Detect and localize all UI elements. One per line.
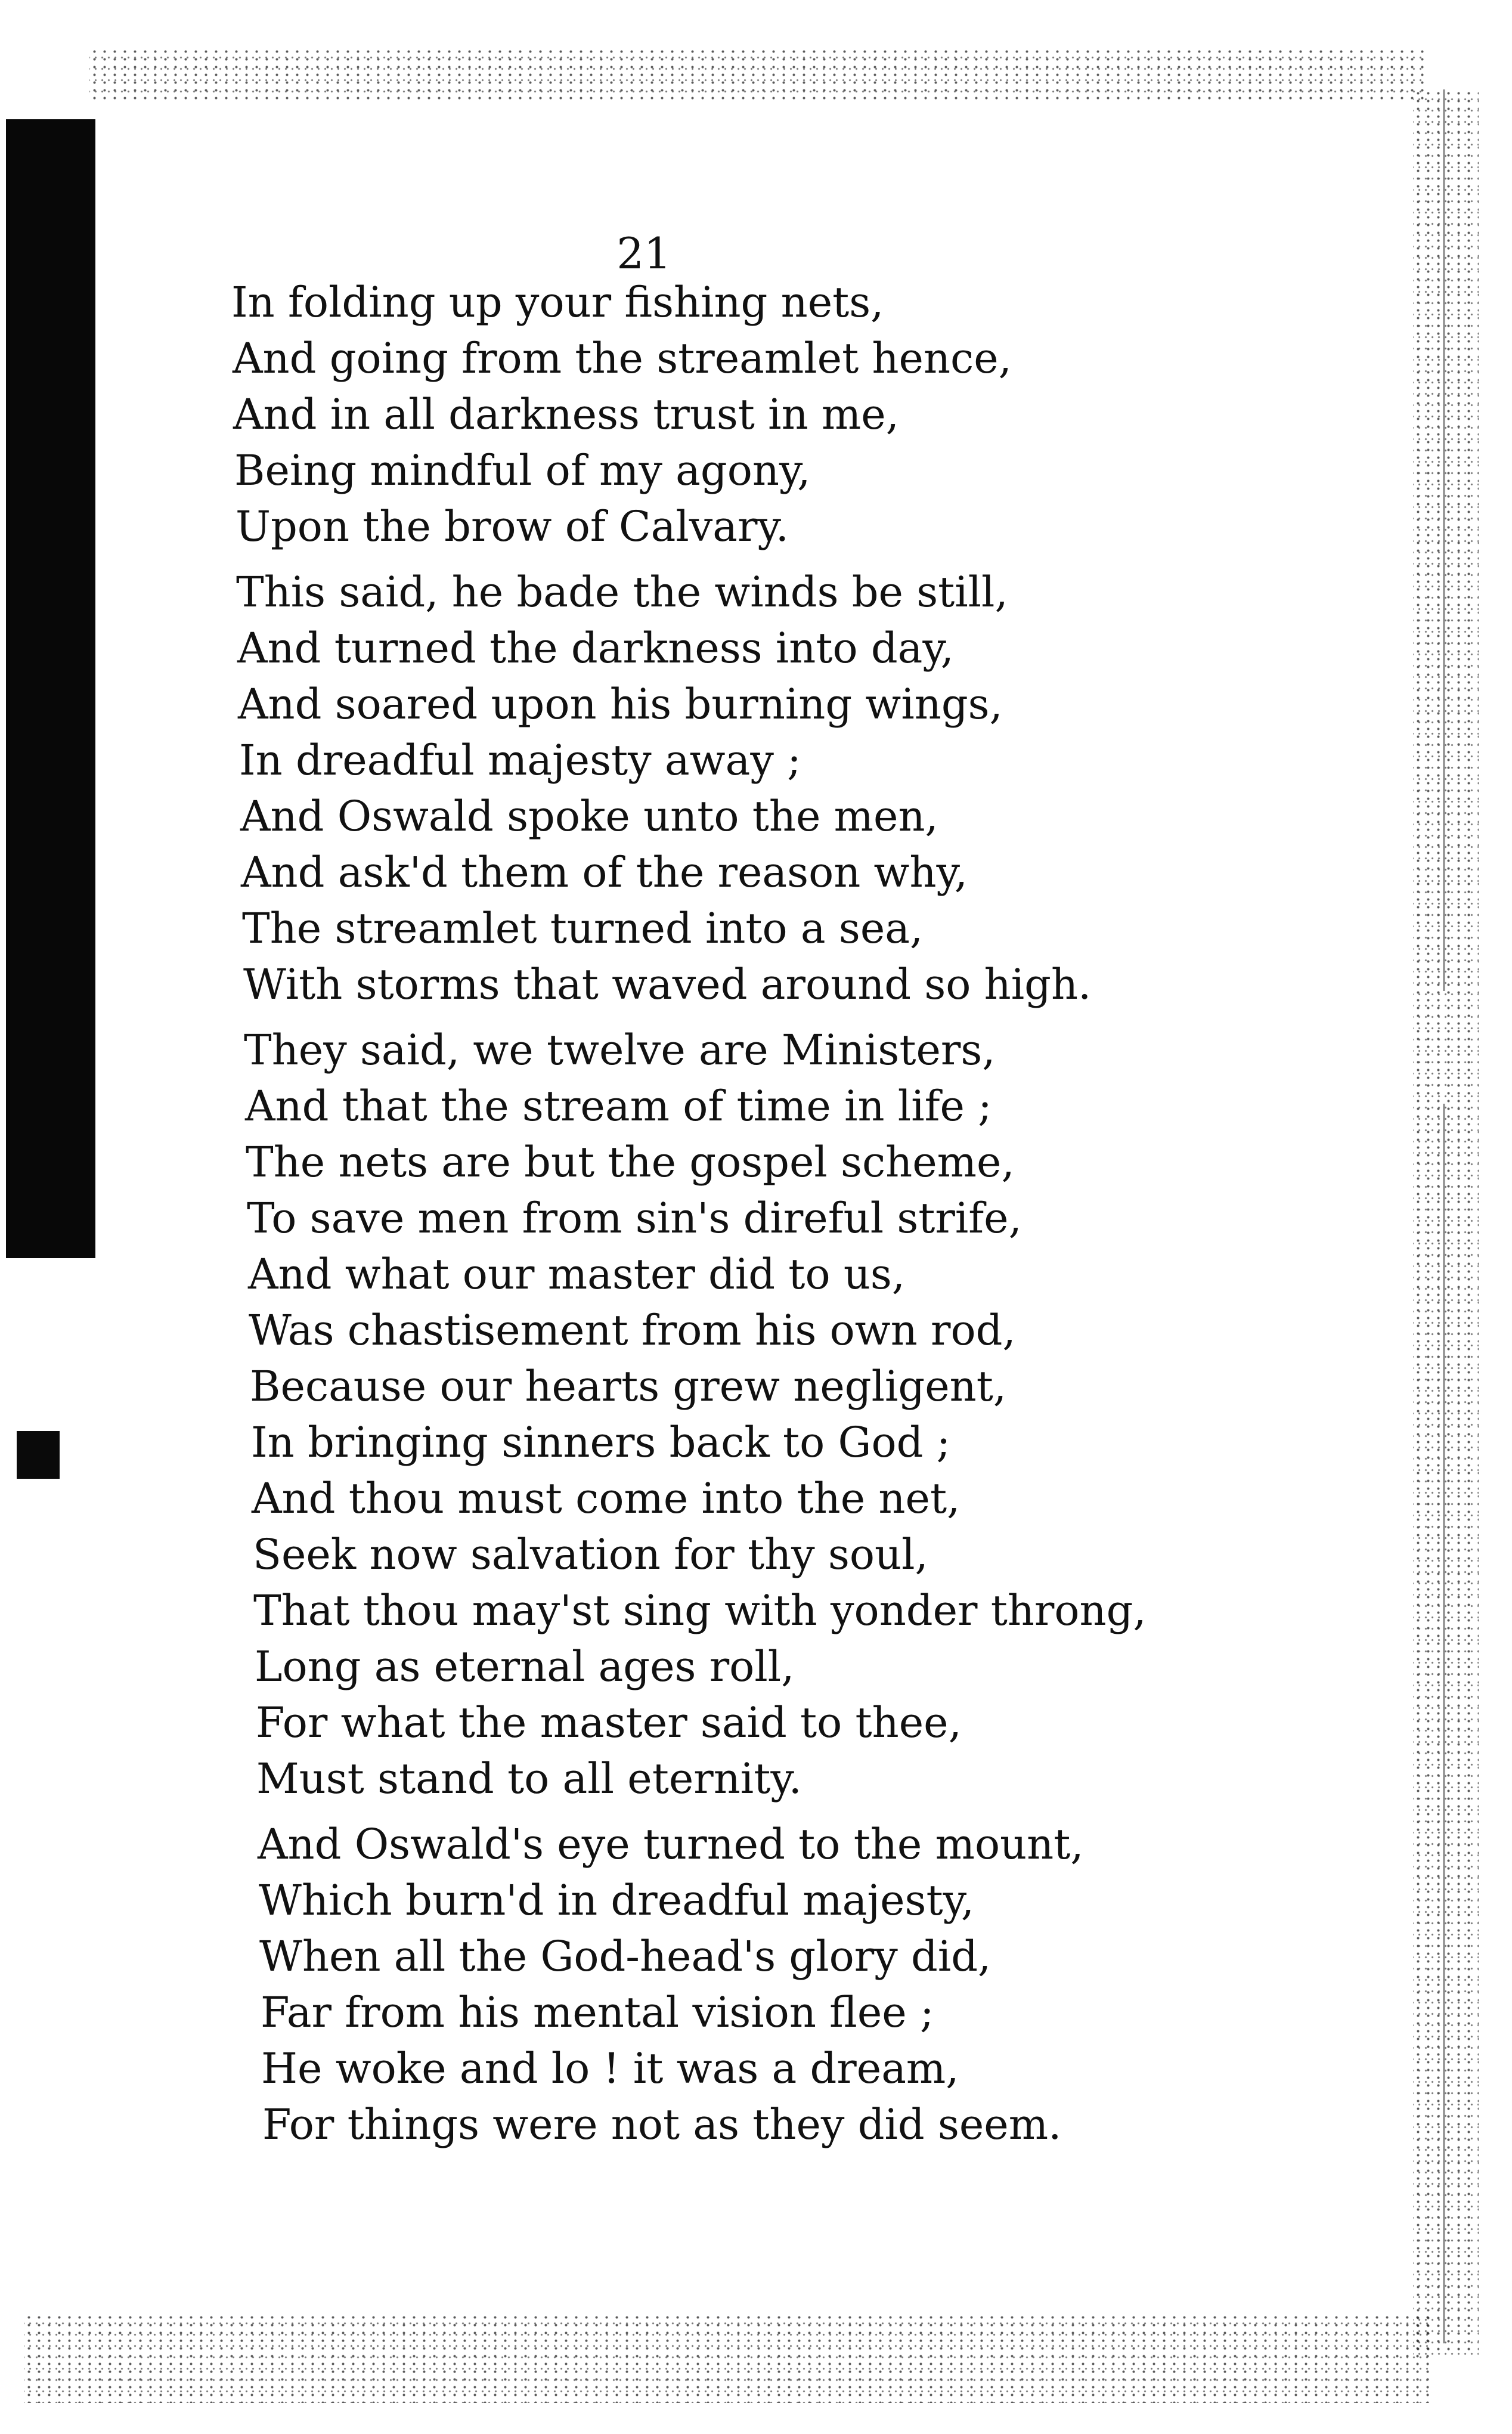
poem-line: For things were not as they did seem.	[262, 2100, 1062, 2149]
poem-line: Must stand to all eternity.	[256, 1754, 802, 1803]
poem-line: In dreadful majesty away ;	[239, 736, 801, 785]
poem-line: And ask'd them of the reason why,	[241, 848, 968, 897]
stanza	[0, 1816, 1512, 2153]
poem-line: Upon the brow of Calvary.	[236, 502, 789, 551]
poem-line: And Oswald's eye turned to the mount,	[258, 1820, 1084, 1869]
poem-line: And going from the streamlet hence,	[233, 334, 1012, 383]
poem-line: And in all darkness trust in me,	[233, 390, 899, 439]
poem-line: Being mindful of my agony,	[234, 446, 811, 495]
poem-line: He woke and lo ! it was a dream,	[261, 2044, 959, 2093]
poem-line: Far from his mental vision flee ;	[261, 1988, 934, 2037]
poem-line: With storms that waved around so high.	[243, 960, 1092, 1009]
poem-line: Which burn'd in dreadful majesty,	[259, 1876, 975, 1925]
poem-line: In bringing sinners back to God ;	[251, 1418, 951, 1467]
page-top-edge-noise	[89, 48, 1425, 101]
poem-line: Because our hearts grew negligent,	[250, 1362, 1007, 1411]
poem-line: When all the God-head's glory did,	[259, 1932, 992, 1981]
poem-line: For what the master said to thee,	[256, 1698, 962, 1747]
poem-line: And that the stream of time in life ;	[245, 1082, 992, 1131]
poem-line: To save men from sin's direful strife,	[247, 1194, 1022, 1243]
poem-line: They said, we twelve are Ministers,	[244, 1026, 996, 1074]
stanza	[0, 1022, 1512, 1807]
stanza	[0, 564, 1512, 1012]
poem-line: Seek now salvation for thy soul,	[253, 1530, 928, 1579]
poem-line: And what our master did to us,	[248, 1250, 906, 1299]
page-bottom-edge-noise	[24, 2314, 1431, 2403]
poem-line: And turned the darkness into day,	[237, 624, 954, 673]
poem-line: Long as eternal ages roll,	[255, 1642, 795, 1691]
poem-line: In folding up your fishing nets,	[231, 278, 884, 327]
poem-text	[0, 274, 1512, 2153]
poem-line: The nets are but the gospel scheme,	[246, 1138, 1015, 1187]
poem-line: Was chastisement from his own rod,	[249, 1306, 1016, 1355]
poem-line: And Oswald spoke unto the men,	[240, 792, 938, 841]
page-number: 21	[616, 228, 671, 278]
poem-line: This said, he bade the winds be still,	[236, 568, 1008, 617]
poem-line: That thou may'st sing with yonder throng,	[253, 1586, 1147, 1635]
poem-line: The streamlet turned into a sea,	[242, 904, 924, 953]
poem-line: And soared upon his burning wings,	[238, 680, 1003, 729]
stanza	[0, 274, 1512, 555]
poem-line: And thou must come into the net,	[252, 1474, 961, 1523]
